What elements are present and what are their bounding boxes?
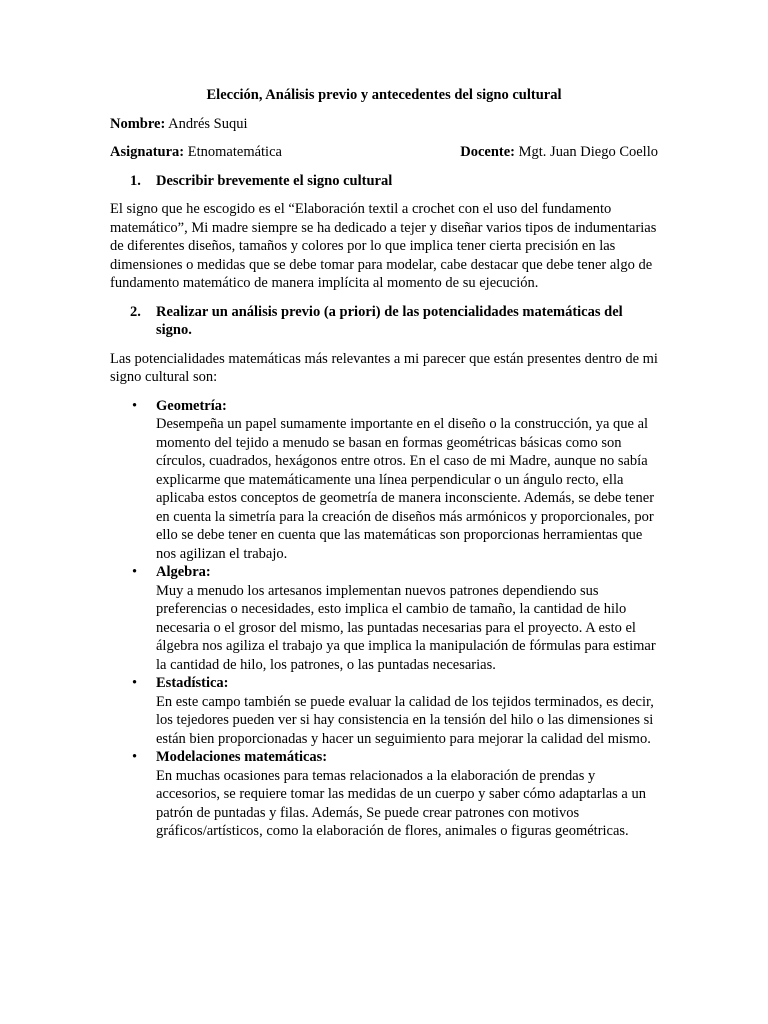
- section-2-intro: Las potencialidades matemáticas más relevantes a mi parecer que están presentes dentro de mi signo cultural son:: [110, 350, 658, 385]
- nombre-value: Andrés Suqui: [165, 115, 248, 132]
- student-name-line: [110, 115, 658, 134]
- list-item-body: [156, 397, 658, 564]
- list-item-geometria: [110, 397, 658, 564]
- section-2-heading-text: Realizar un análisis previo (a priori) de las potencialidades matemáticas del signo.: [156, 303, 623, 338]
- list-item-title: Geometría:: [156, 397, 227, 414]
- list-item-title: Estadística:: [156, 675, 229, 691]
- list-item-estadistica: [110, 674, 658, 748]
- list-item-title: Algebra:: [156, 564, 211, 580]
- list-item-body: [156, 674, 658, 748]
- subject-line: [110, 143, 282, 162]
- section-2-number: 2.: [130, 303, 141, 320]
- list-item-text: En este campo también se puede evaluar la calidad de los tejidos terminados, es decir, los tejedores pueden ver si hay consistencia en la tensión del hilo o las dimensiones si están bien proporcionadas y hacer un seguimiento para mejorar la calidad del mismo.: [156, 693, 654, 747]
- potentialities-list: [110, 397, 658, 841]
- docente-value: Mgt. Juan Diego Coello: [515, 144, 658, 160]
- teacher-line: [460, 143, 658, 162]
- list-item-modelaciones: [110, 748, 658, 841]
- course-info-row: [110, 143, 658, 162]
- section-1-heading: [110, 172, 658, 191]
- list-item-text: En muchas ocasiones para temas relacionados a la elaboración de prendas y accesorios, se requiere tomar las medidas de un cuerpo y saber cómo adaptarlas a un patrón de puntadas y filas. Además, Se puede crear patrones con motivos gráficos/artísticos, como la elaboración de flores, animales o figuras geométricas.: [156, 767, 646, 839]
- section-2-heading: [110, 303, 658, 340]
- section-1-body: El signo que he escogido es el “Elaboración textil a crochet con el uso del fundamento matemático”, Mi madre siempre se ha dedicado a tejer y diseñar varios tipos de indumentarias de diferentes diseños, tamaños y colores por lo que implica tener cierta precisión en las dimensiones o medidas que se debe tomar para modelar, cabe destacar que debe tener algo de fundamento matemático de manera implícita al momento de su ejecución.: [110, 201, 657, 291]
- list-item-text: Desempeña un papel sumamente importante en el diseño o la construcción, ya que al momento del tejido a menudo se basan en formas geométricas básicas como son círculos, cuadrados, hexágonos entre otros. En el caso de mi Madre, aunque no sabía explicarme que matemáticamente una línea perpendicular o un ángulo recto, ella aplicaba estos conceptos de geometría de manera inconsciente. Además, se debe tener en cuenta la simetría para la creación de diseños más armónicos y proporcionales, por ello se debe tener en cuenta que las matemáticas son proporcionas herramientas que nos agilizan el trabajo.: [156, 416, 655, 562]
- docente-label: Docente:: [460, 144, 516, 160]
- asignatura-label: Asignatura:: [110, 144, 185, 160]
- section-1-heading-text: Describir brevemente el signo cultural: [156, 172, 393, 189]
- asignatura-value: Etnomatemática: [184, 144, 282, 160]
- list-item-body: [156, 563, 658, 674]
- list-item-body: [156, 748, 658, 841]
- list-item-text: Muy a menudo los artesanos implementan nuevos patrones dependiendo sus preferencias o necesidades, esto implica el cambio de tamaño, la cantidad de hilo necesaria o el grosor del mismo, las puntadas necesarias para el proyecto. A esto el álgebra nos agiliza el trabajo ya que implica la manipulación de fórmulas para estimar la cantidad de hilo, los patrones, o las puntadas necesarias.: [156, 582, 656, 673]
- nombre-label: Nombre:: [110, 115, 166, 132]
- list-item-algebra: [110, 563, 658, 674]
- bullet-icon: •: [132, 749, 138, 765]
- section-1-number: 1.: [130, 172, 141, 189]
- bullet-icon: •: [132, 397, 138, 414]
- bullet-icon: •: [132, 675, 138, 691]
- list-item-title: Modelaciones matemáticas:: [156, 749, 328, 765]
- document-title: Elección, Análisis previo y antecedentes del signo cultural: [206, 87, 562, 103]
- bullet-icon: •: [132, 564, 138, 580]
